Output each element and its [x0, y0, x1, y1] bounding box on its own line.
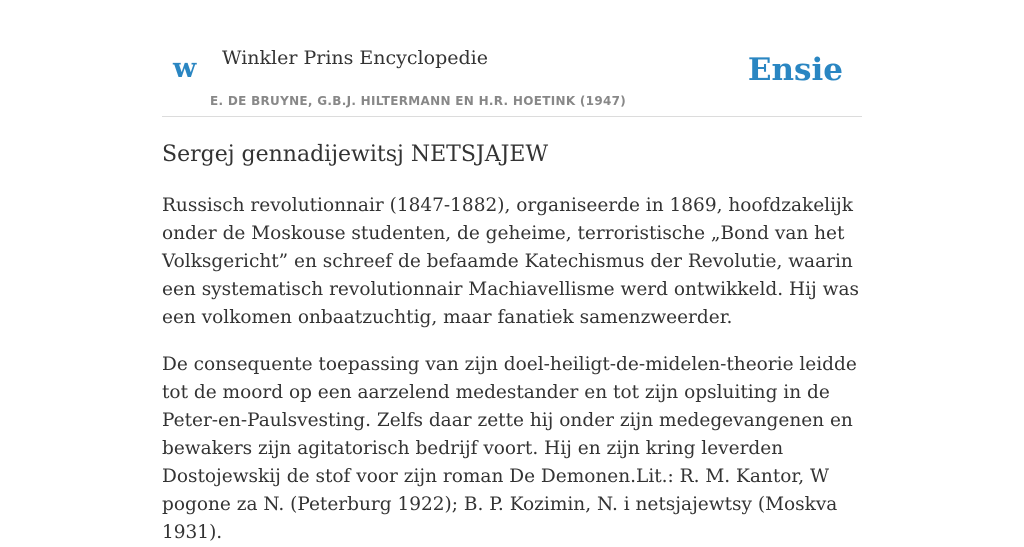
source-authors: E. DE BRUYNE, G.B.J. HILTERMANN EN H.R. HOETINK (1947) — [210, 94, 627, 108]
article-paragraph: De consequente toepassing van zijn doel-heiligt-de-midelen-theorie leidde tot de moord op een aarzelend medestander en tot zijn opsluiting in de Peter-en-Paulsvesting. Zelfs daar zette hij onder zijn medegevangenen en bewakers zijn agitatorisch bedrijf voort. Hij en zijn kring leverden Dostojewskij de stof voor zijn roman De Demonen.Lit.: R. M. Kantor, W pogone za N. (Peterburg 1922); B. P. Kozimin, N. i netsjajewtsy (Moskva 1931). — [162, 354, 857, 543]
article-paragraph: Russisch revolutionnair (1847-1882), organiseerde in 1869, hoofdzakelijk onder de Moskouse studenten, de geheime, terroristische „Bond van het Volksgericht” en schreef de befaamde Katechismus der Revolutie, waarin een systematisch revolutionnair Machiavellisme werd ontwikkeld. Hij was een volkomen onbaatzuchtig, maar fanatiek samenzweerder. — [162, 195, 860, 328]
winkler-prins-logo[interactable]: w — [173, 53, 197, 84]
ensie-logo[interactable]: Ensie — [747, 52, 843, 88]
article — [162, 138, 867, 547]
article-title: Sergej gennadijewitsj NETSJAJEW — [162, 142, 549, 167]
site-header — [162, 0, 862, 117]
source-title[interactable]: Winkler Prins Encyclopedie — [222, 47, 488, 69]
